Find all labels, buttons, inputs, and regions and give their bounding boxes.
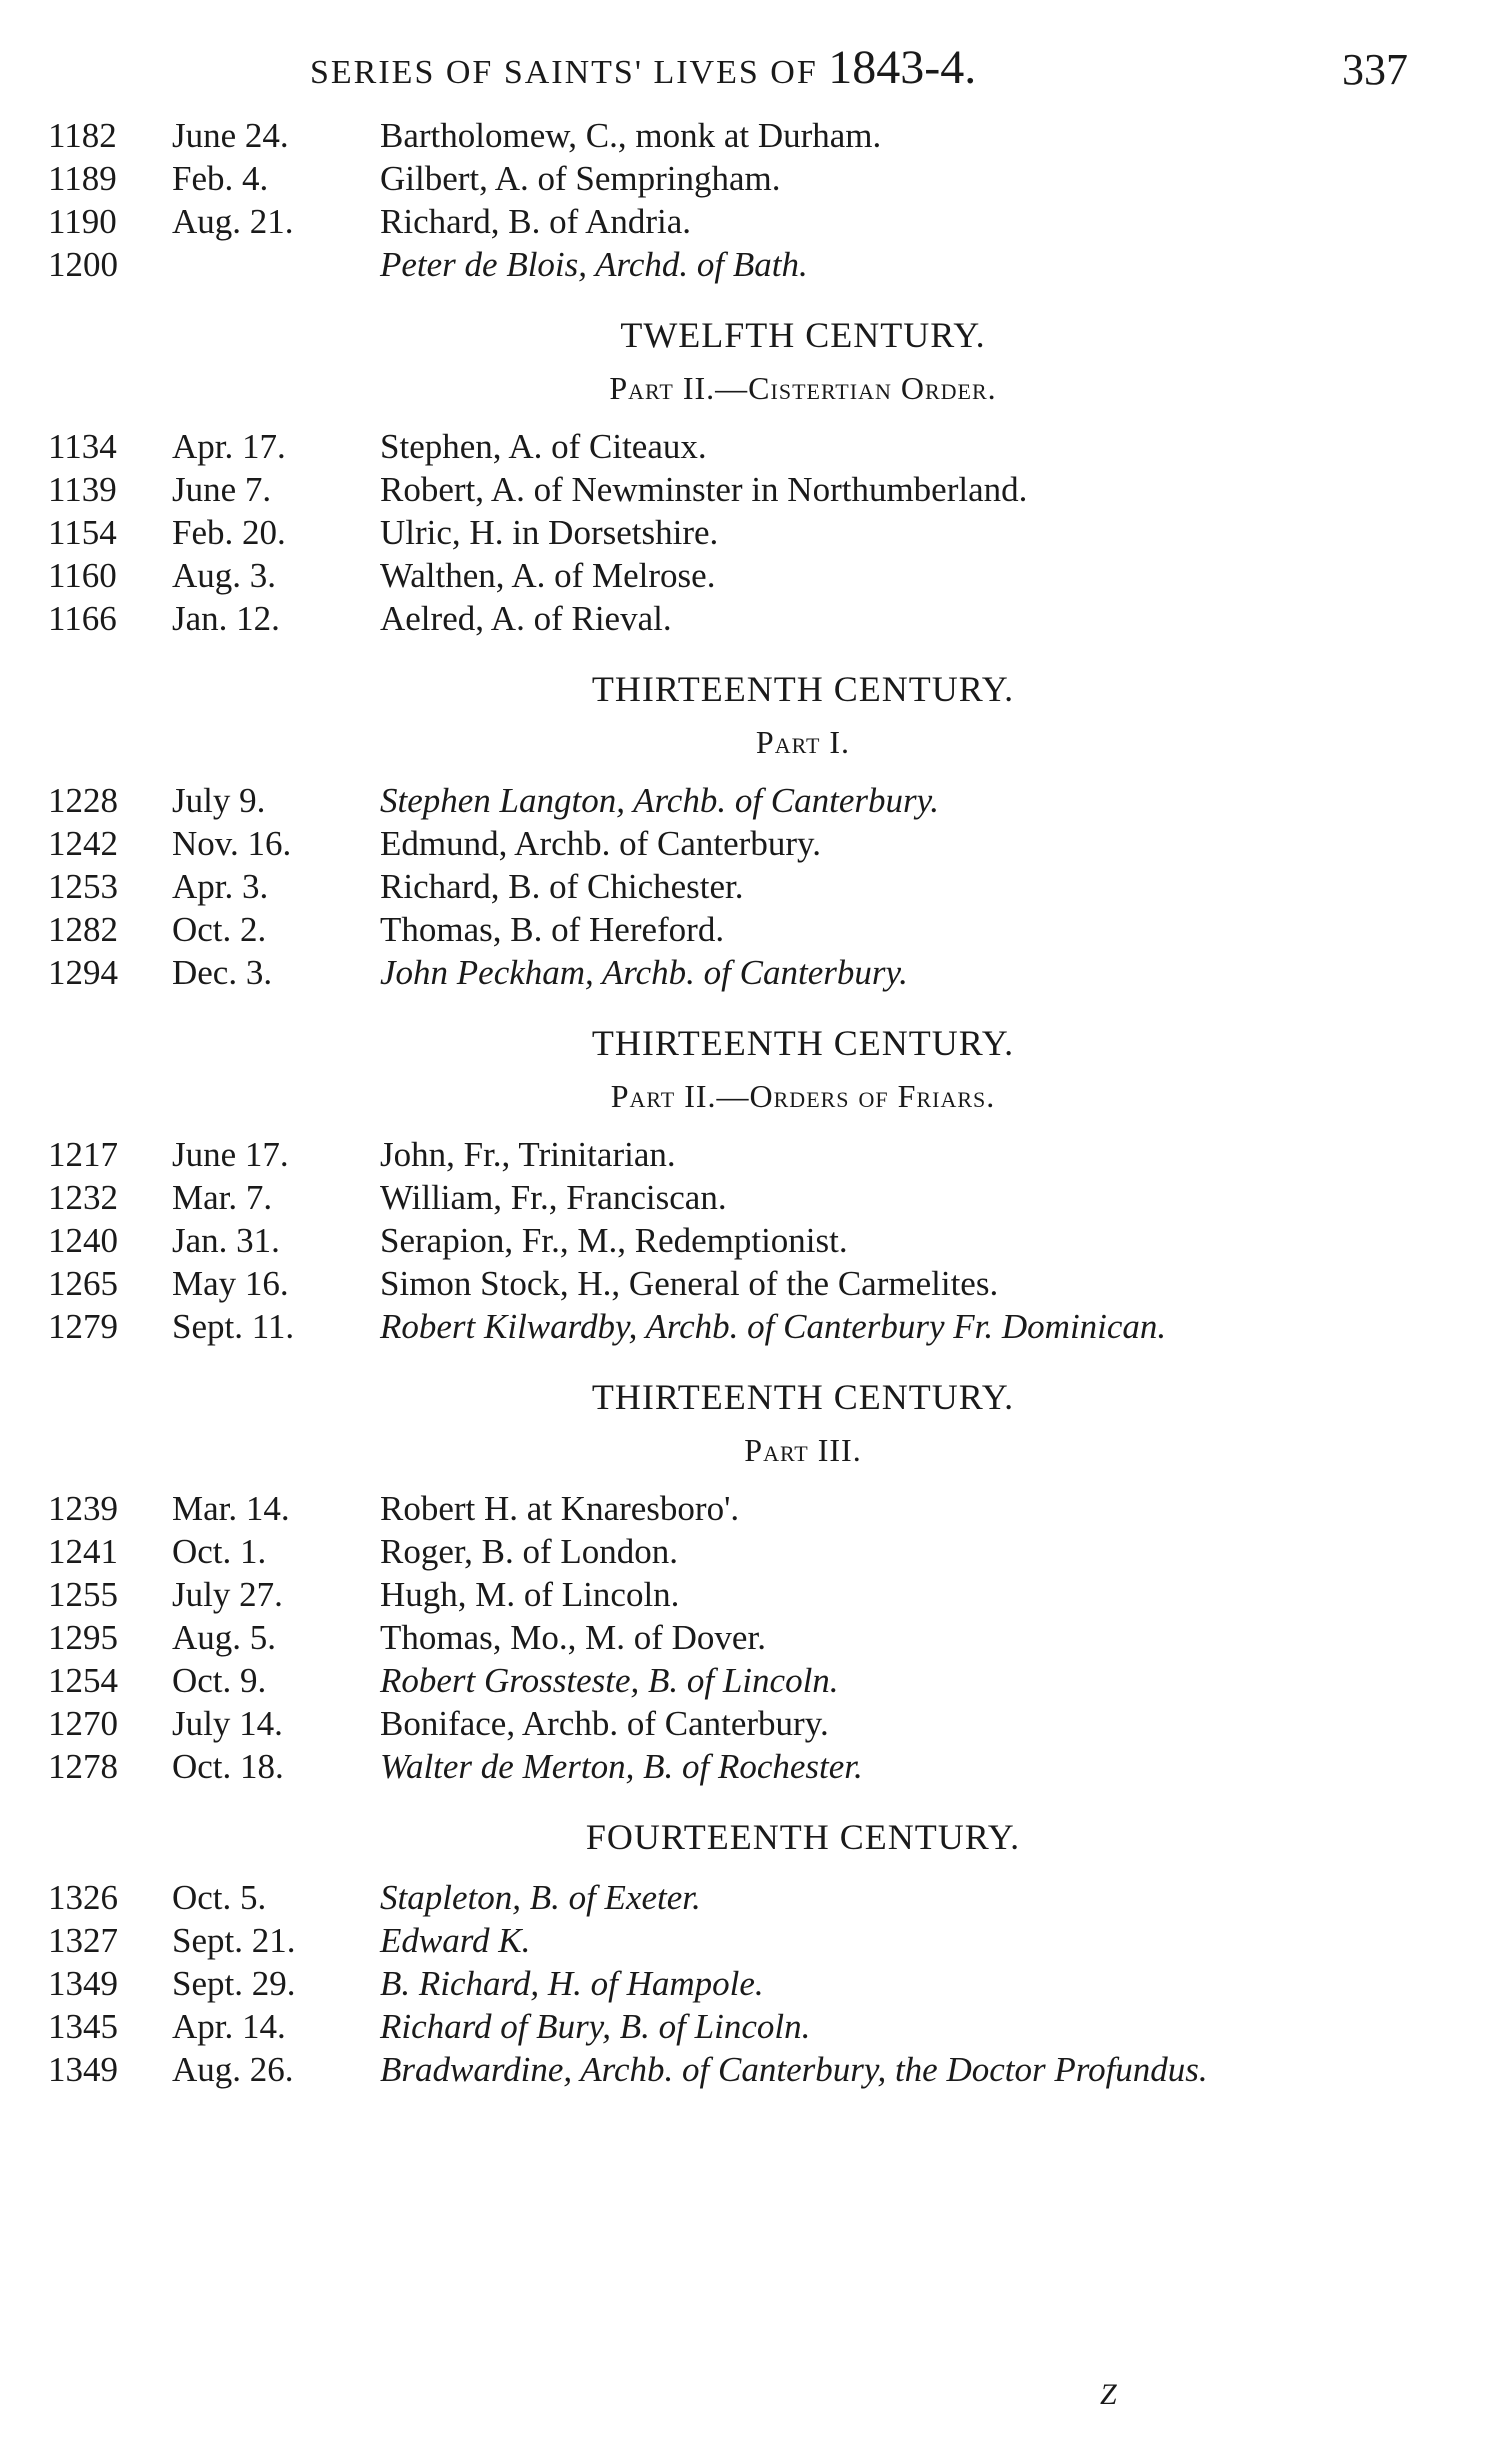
list-item (48, 114, 1408, 157)
entry-date: Jan. 12. (172, 599, 280, 638)
entry-date: July 27. (172, 1575, 283, 1614)
entry-year: 1327 (48, 1921, 118, 1960)
list-item (48, 865, 1408, 908)
entry-date: Mar. 14. (172, 1489, 290, 1528)
entry-name: Boniface, Archb. of Canterbury. (380, 1704, 829, 1743)
century-section (48, 668, 1408, 994)
entry-year: 1270 (48, 1704, 118, 1743)
entry-year: 1182 (48, 116, 117, 155)
list-item (48, 1487, 1408, 1530)
entry-name: Robert, A. of Newminster in Northumberland. (380, 470, 1028, 509)
entry-year: 1134 (48, 427, 117, 466)
running-title-text: SERIES OF SAINTS' LIVES OF (310, 54, 818, 91)
entry-date (172, 243, 380, 286)
entry-year: 1345 (48, 2007, 118, 2046)
entry-year: 1254 (48, 1661, 118, 1700)
entry-date: Dec. 3. (172, 953, 273, 992)
list-item (48, 157, 1408, 200)
entry-name: Gilbert, A. of Sempringham. (380, 159, 781, 198)
entry-name: Serapion, Fr., M., Redemptionist. (380, 1221, 848, 1260)
entry-list (48, 114, 1408, 286)
entry-year: 1189 (48, 159, 117, 198)
entry-date: Oct. 9. (172, 1661, 267, 1700)
entry-name: Hugh, M. of Lincoln. (380, 1575, 680, 1614)
entry-list (48, 779, 1408, 994)
list-item (48, 1133, 1408, 1176)
entry-year: 1241 (48, 1532, 118, 1571)
entry-list (48, 1487, 1408, 1788)
entry-name: Robert Kilwardby, Archb. of Canterbury Fr. Dominican. (380, 1307, 1167, 1346)
section-heading: TWELFTH CENTURY. (620, 315, 986, 355)
entry-name: Edmund, Archb. of Canterbury. (380, 824, 821, 863)
page-number: 337 (1342, 45, 1408, 94)
entry-year: 1200 (48, 245, 118, 284)
list-item (48, 908, 1408, 951)
entry-year: 1160 (48, 556, 117, 595)
entry-name: Bartholomew, C., monk at Durham. (380, 116, 882, 155)
entry-date: Sept. 29. (172, 1964, 296, 2003)
entry-name: Peter de Blois, Archd. of Bath. (380, 245, 808, 284)
list-item (48, 1659, 1408, 1702)
entry-name: Richard, B. of Chichester. (380, 867, 744, 906)
century-section (48, 314, 1408, 640)
entry-year: 1217 (48, 1135, 118, 1174)
entry-date: June 24. (172, 116, 289, 155)
entry-name: Robert H. at Knaresboro'. (380, 1489, 740, 1528)
list-item (48, 2005, 1408, 2048)
entry-date: June 17. (172, 1135, 289, 1174)
entry-year: 1282 (48, 910, 118, 949)
list-item (48, 1962, 1408, 2005)
signature-mark: Z (1100, 2378, 1117, 2411)
entry-date: Apr. 3. (172, 867, 269, 906)
list-item (48, 511, 1408, 554)
list-item (48, 1176, 1408, 1219)
list-item (48, 2048, 1408, 2091)
entry-name: John Peckham, Archb. of Canterbury. (380, 953, 908, 992)
list-item (48, 1876, 1408, 1919)
entry-date: July 14. (172, 1704, 283, 1743)
list-item (48, 951, 1408, 994)
entry-date: Oct. 5. (172, 1878, 267, 1917)
list-item (48, 1745, 1408, 1788)
list-item (48, 1305, 1408, 1348)
entry-name: Thomas, Mo., M. of Dover. (380, 1618, 766, 1657)
entry-year: 1255 (48, 1575, 118, 1614)
running-head (48, 40, 1408, 114)
section-heading: THIRTEENTH CENTURY. (591, 1377, 1015, 1417)
entry-date: Oct. 1. (172, 1532, 267, 1571)
list-item (48, 1919, 1408, 1962)
entry-name: Stephen, A. of Citeaux. (380, 427, 707, 466)
running-title (310, 40, 976, 95)
entry-name: Ulric, H. in Dorsetshire. (380, 513, 719, 552)
list-item (48, 597, 1408, 640)
entry-name: Richard of Bury, B. of Lincoln. (380, 2007, 811, 2046)
entry-year: 1190 (48, 202, 117, 241)
entry-year: 1349 (48, 2050, 118, 2089)
entry-year: 1294 (48, 953, 118, 992)
list-item (48, 1262, 1408, 1305)
entry-date: Sept. 11. (172, 1307, 295, 1346)
entry-date: June 7. (172, 470, 272, 509)
entry-name: John, Fr., Trinitarian. (380, 1135, 676, 1174)
section-subheading: Part II.—Orders of Friars. (610, 1078, 996, 1114)
entry-name: Stephen Langton, Archb. of Canterbury. (380, 781, 940, 820)
list-item (48, 1530, 1408, 1573)
list-item (48, 822, 1408, 865)
list-item (48, 1573, 1408, 1616)
section-subheading: Part III. (744, 1432, 862, 1468)
list-item (48, 1702, 1408, 1745)
entry-year: 1349 (48, 1964, 118, 2003)
entry-date: July 9. (172, 781, 266, 820)
entry-date: Feb. 4. (172, 159, 269, 198)
entry-year: 1240 (48, 1221, 118, 1260)
entry-date: Nov. 16. (172, 824, 292, 863)
list-item (48, 779, 1408, 822)
entry-name: Aelred, A. of Rieval. (380, 599, 672, 638)
entry-name: Roger, B. of London. (380, 1532, 679, 1571)
list-item (48, 468, 1408, 511)
list-item (48, 243, 1408, 286)
century-section (48, 114, 1408, 286)
entry-list (48, 425, 1408, 640)
century-section (48, 1376, 1408, 1788)
saints-list (48, 114, 1408, 2091)
entry-date: Jan. 31. (172, 1221, 280, 1260)
entry-year: 1326 (48, 1878, 118, 1917)
list-item (48, 1219, 1408, 1262)
section-subheading: Part I. (755, 724, 851, 760)
century-section (48, 1816, 1408, 2091)
section-heading: THIRTEENTH CENTURY. (591, 669, 1015, 709)
entry-year: 1166 (48, 599, 117, 638)
entry-name: Simon Stock, H., General of the Carmelites. (380, 1264, 999, 1303)
entry-year: 1239 (48, 1489, 118, 1528)
entry-list (48, 1876, 1408, 2091)
century-section (48, 1022, 1408, 1348)
list-item (48, 425, 1408, 468)
entry-name: Richard, B. of Andria. (380, 202, 692, 241)
entry-name: Edward K. (380, 1921, 531, 1960)
list-item (48, 1616, 1408, 1659)
entry-year: 1253 (48, 867, 118, 906)
entry-year: 1154 (48, 513, 117, 552)
entry-year: 1232 (48, 1178, 118, 1217)
entry-year: 1139 (48, 470, 117, 509)
entry-list (48, 1133, 1408, 1348)
entry-name: Bradwardine, Archb. of Canterbury, the Doctor Profundus. (380, 2050, 1208, 2089)
entry-date: Mar. 7. (172, 1178, 273, 1217)
section-heading: THIRTEENTH CENTURY. (591, 1023, 1015, 1063)
entry-date: Aug. 26. (172, 2050, 294, 2089)
entry-date: Apr. 17. (172, 427, 286, 466)
entry-year: 1279 (48, 1307, 118, 1346)
entry-year: 1265 (48, 1264, 118, 1303)
entry-year: 1228 (48, 781, 118, 820)
running-title-year: 1843-4. (828, 41, 977, 94)
entry-date: Oct. 18. (172, 1747, 284, 1786)
entry-year: 1295 (48, 1618, 118, 1657)
entry-name: William, Fr., Franciscan. (380, 1178, 727, 1217)
entry-date: Aug. 21. (172, 202, 294, 241)
entry-date: Aug. 3. (172, 556, 277, 595)
entry-date: Apr. 14. (172, 2007, 286, 2046)
entry-name: Stapleton, B. of Exeter. (380, 1878, 701, 1917)
entry-year: 1278 (48, 1747, 118, 1786)
section-subheading: Part II.—Cistertian Order. (609, 370, 997, 406)
entry-year: 1242 (48, 824, 118, 863)
entry-date: Feb. 20. (172, 513, 286, 552)
section-heading: FOURTEENTH CENTURY. (585, 1817, 1021, 1857)
entry-name: Thomas, B. of Hereford. (380, 910, 725, 949)
entry-date: May 16. (172, 1264, 289, 1303)
list-item (48, 554, 1408, 597)
entry-name: Walthen, A. of Melrose. (380, 556, 716, 595)
entry-date: Aug. 5. (172, 1618, 277, 1657)
entry-name: Robert Grossteste, B. of Lincoln. (380, 1661, 839, 1700)
entry-name: Walter de Merton, B. of Rochester. (380, 1747, 863, 1786)
entry-date: Oct. 2. (172, 910, 267, 949)
list-item (48, 200, 1408, 243)
entry-name: B. Richard, H. of Hampole. (380, 1964, 764, 2003)
entry-date: Sept. 21. (172, 1921, 296, 1960)
